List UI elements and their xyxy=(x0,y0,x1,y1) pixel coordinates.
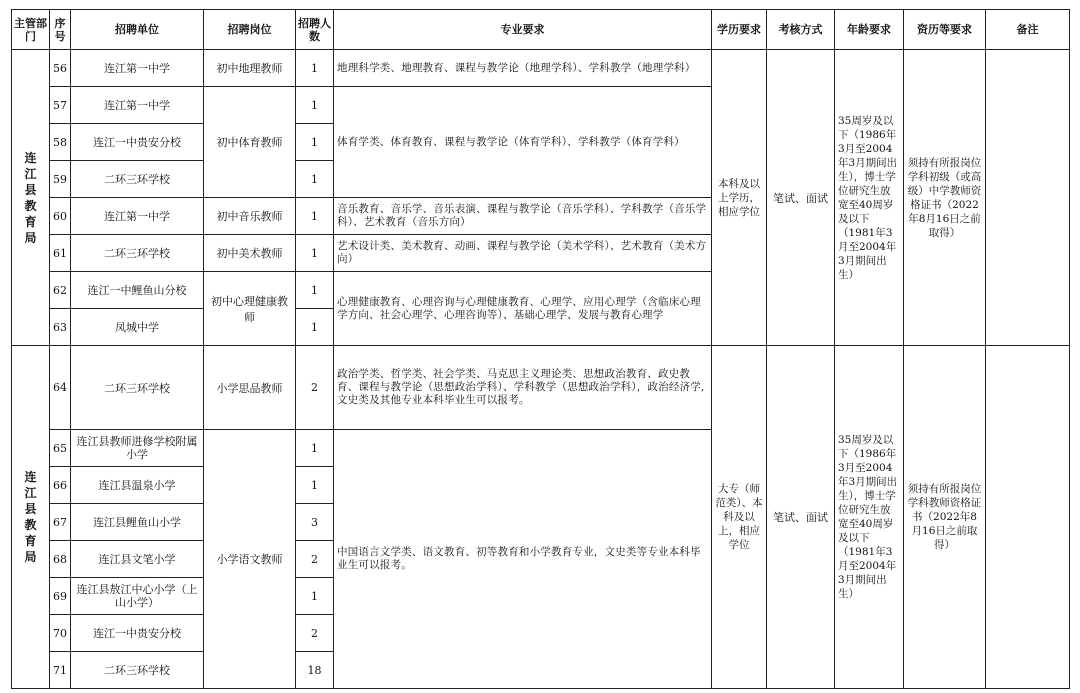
unit-cell: 二环三环学校 xyxy=(71,235,204,272)
count-cell: 18 xyxy=(296,652,334,689)
header-exam: 考核方式 xyxy=(767,10,835,50)
dept-cell xyxy=(12,50,50,346)
count-cell: 1 xyxy=(296,309,334,346)
major-cell: 地理科学类、地理教育、课程与教学论（地理学科）、学科教学（地理学科） xyxy=(334,50,712,87)
recruitment-table xyxy=(11,9,1070,689)
unit-cell: 二环三环学校 xyxy=(71,652,204,689)
unit-cell: 连江县敖江中心小学（上山小学） xyxy=(71,578,204,615)
header-age: 年龄要求 xyxy=(835,10,904,50)
unit-cell: 连江县文笔小学 xyxy=(71,541,204,578)
unit-cell: 连江第一中学 xyxy=(71,87,204,124)
post-cell: 初中心理健康教师 xyxy=(204,272,296,346)
count-cell: 2 xyxy=(296,541,334,578)
header-post: 招聘岗位 xyxy=(204,10,296,50)
count-cell: 2 xyxy=(296,346,334,430)
row-number: 61 xyxy=(50,235,71,272)
unit-cell: 凤城中学 xyxy=(71,309,204,346)
row-number: 58 xyxy=(50,124,71,161)
count-cell: 1 xyxy=(296,467,334,504)
row-number: 68 xyxy=(50,541,71,578)
count-cell: 1 xyxy=(296,235,334,272)
row-number: 60 xyxy=(50,198,71,235)
header-dept: 主管部门 xyxy=(12,10,50,50)
row-number: 69 xyxy=(50,578,71,615)
unit-cell: 二环三环学校 xyxy=(71,161,204,198)
header-row xyxy=(12,10,1070,50)
table-row xyxy=(12,346,1070,430)
row-number: 67 xyxy=(50,504,71,541)
major-cell: 心理健康教育、心理咨询与心理健康教育、心理学、应用心理学（含临床心理学方向、社会心理学、心理咨询等）、基础心理学、发展与教育心理学 xyxy=(334,272,712,346)
count-cell: 3 xyxy=(296,504,334,541)
count-cell: 1 xyxy=(296,578,334,615)
row-number: 62 xyxy=(50,272,71,309)
count-cell: 1 xyxy=(296,272,334,309)
count-cell: 1 xyxy=(296,161,334,198)
header-no: 序号 xyxy=(50,10,71,50)
table-row xyxy=(12,50,1070,87)
unit-cell: 连江县教师进修学校附属小学 xyxy=(71,430,204,467)
row-number: 70 xyxy=(50,615,71,652)
cert-cell: 须持有所报岗位学科初级（或高级）中学教师资格证书（2022年8月16日之前取得） xyxy=(904,50,986,346)
count-cell: 1 xyxy=(296,50,334,87)
edu-cell: 本科及以上学历，相应学位 xyxy=(712,50,767,346)
header-unit: 招聘单位 xyxy=(71,10,204,50)
unit-cell: 二环三环学校 xyxy=(71,346,204,430)
unit-cell: 连江一中鲤鱼山分校 xyxy=(71,272,204,309)
post-cell: 初中音乐教师 xyxy=(204,198,296,235)
unit-cell: 连江第一中学 xyxy=(71,198,204,235)
header-major: 专业要求 xyxy=(334,10,712,50)
row-number: 65 xyxy=(50,430,71,467)
header-edu: 学历要求 xyxy=(712,10,767,50)
count-cell: 1 xyxy=(296,124,334,161)
major-cell: 艺术设计类、美术教育、动画、课程与教学论（美术学科）、艺术教育（美术方向） xyxy=(334,235,712,272)
exam-cell: 笔试、面试 xyxy=(767,346,835,689)
row-number: 64 xyxy=(50,346,71,430)
dept-name: 连江县教育局 xyxy=(24,150,37,245)
unit-cell: 连江一中贵安分校 xyxy=(71,124,204,161)
dept-cell xyxy=(12,346,50,689)
count-cell: 2 xyxy=(296,615,334,652)
post-cell: 初中体育教师 xyxy=(204,87,296,198)
age-cell: 35周岁及以下（1986年3月至2004年3月期间出生），博士学位研究生放宽至40周岁及以下（1981年3月至2004年3月期间出生） xyxy=(835,50,904,346)
unit-cell: 连江第一中学 xyxy=(71,50,204,87)
edu-cell: 大专（师范类）、本科及以上，相应学位 xyxy=(712,346,767,689)
major-cell: 中国语言文学类、语文教育、初等教育和小学教育专业，文史类等专业本科毕业生可以报考。 xyxy=(334,430,712,689)
age-cell: 35周岁及以下（1986年3月至2004年3月期间出生），博士学位研究生放宽至40周岁及以下（1981年3月至2004年3月期间出生） xyxy=(835,346,904,689)
recruitment-sheet xyxy=(11,9,1069,689)
post-cell: 初中地理教师 xyxy=(204,50,296,87)
header-cert: 资历等要求 xyxy=(904,10,986,50)
row-number: 59 xyxy=(50,161,71,198)
post-cell: 小学思品教师 xyxy=(204,346,296,430)
count-cell: 1 xyxy=(296,87,334,124)
post-cell: 小学语文教师 xyxy=(204,430,296,689)
unit-cell: 连江一中贵安分校 xyxy=(71,615,204,652)
count-cell: 1 xyxy=(296,198,334,235)
unit-cell: 连江县温泉小学 xyxy=(71,467,204,504)
unit-cell: 连江县鲤鱼山小学 xyxy=(71,504,204,541)
row-number: 66 xyxy=(50,467,71,504)
dept-name: 连江县教育局 xyxy=(24,470,37,564)
major-cell: 体育学类、体育教育、课程与教学论（体育学科）、学科教学（体育学科） xyxy=(334,87,712,198)
row-number: 56 xyxy=(50,50,71,87)
cert-cell: 须持有所报岗位学科教师资格证书（2022年8月16日之前取得） xyxy=(904,346,986,689)
note-cell xyxy=(986,50,1070,346)
exam-cell: 笔试、面试 xyxy=(767,50,835,346)
count-cell: 1 xyxy=(296,430,334,467)
row-number: 71 xyxy=(50,652,71,689)
row-number: 57 xyxy=(50,87,71,124)
header-note: 备注 xyxy=(986,10,1070,50)
row-number: 63 xyxy=(50,309,71,346)
post-cell: 初中美术教师 xyxy=(204,235,296,272)
major-cell: 音乐教育、音乐学、音乐表演、课程与教学论（音乐学科）、学科教学（音乐学科）、艺术教育（音乐方向） xyxy=(334,198,712,235)
note-cell xyxy=(986,346,1070,689)
header-count: 招聘人数 xyxy=(296,10,334,50)
major-cell: 政治学类、哲学类、社会学类、马克思主义理论类、思想政治教育、政史教育、课程与教学论（思想政治学科）、学科教学（思想政治学科），政治经济学,文史类及其他专业本科毕业生可以报考。 xyxy=(334,346,712,430)
